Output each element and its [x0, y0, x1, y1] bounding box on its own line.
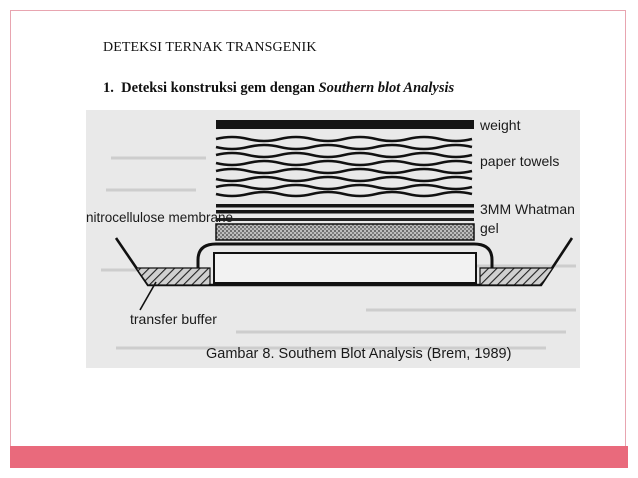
- footer-accent-bar: [10, 446, 628, 468]
- label-transfer-buffer: transfer buffer: [130, 311, 217, 327]
- whatman-layer-top: [216, 204, 474, 208]
- label-whatman: 3MM Whatman: [480, 201, 575, 217]
- southern-blot-diagram: [86, 110, 580, 368]
- list-item: [103, 80, 454, 97]
- figure-caption: Gambar 8. Southem Blot Analysis (Brem, 1989): [206, 346, 512, 362]
- southern-blot-figure: [86, 110, 580, 368]
- label-gel: gel: [480, 220, 499, 236]
- support-block: [214, 253, 476, 283]
- paper-towels-stack: [216, 137, 472, 196]
- transfer-buffer-right: [480, 268, 553, 285]
- whatman-layer-bottom: [216, 210, 474, 214]
- list-item-number: 1.: [103, 80, 114, 96]
- gel-slab: [216, 224, 474, 240]
- transfer-buffer-left: [136, 268, 210, 285]
- slide-title: DETEKSI TERNAK TRANSGENIK: [103, 40, 317, 55]
- nitrocellulose-membrane: [216, 218, 474, 221]
- label-weight: weight: [480, 117, 521, 133]
- label-paper-towels: paper towels: [480, 153, 560, 169]
- label-nitrocellulose-membrane: nitrocellulose membrane: [86, 210, 234, 225]
- list-item-italic-text: Southern blot Analysis: [318, 80, 455, 96]
- weight-block: [216, 120, 474, 129]
- list-item-text: Deteksi konstruksi gem dengan: [121, 80, 319, 96]
